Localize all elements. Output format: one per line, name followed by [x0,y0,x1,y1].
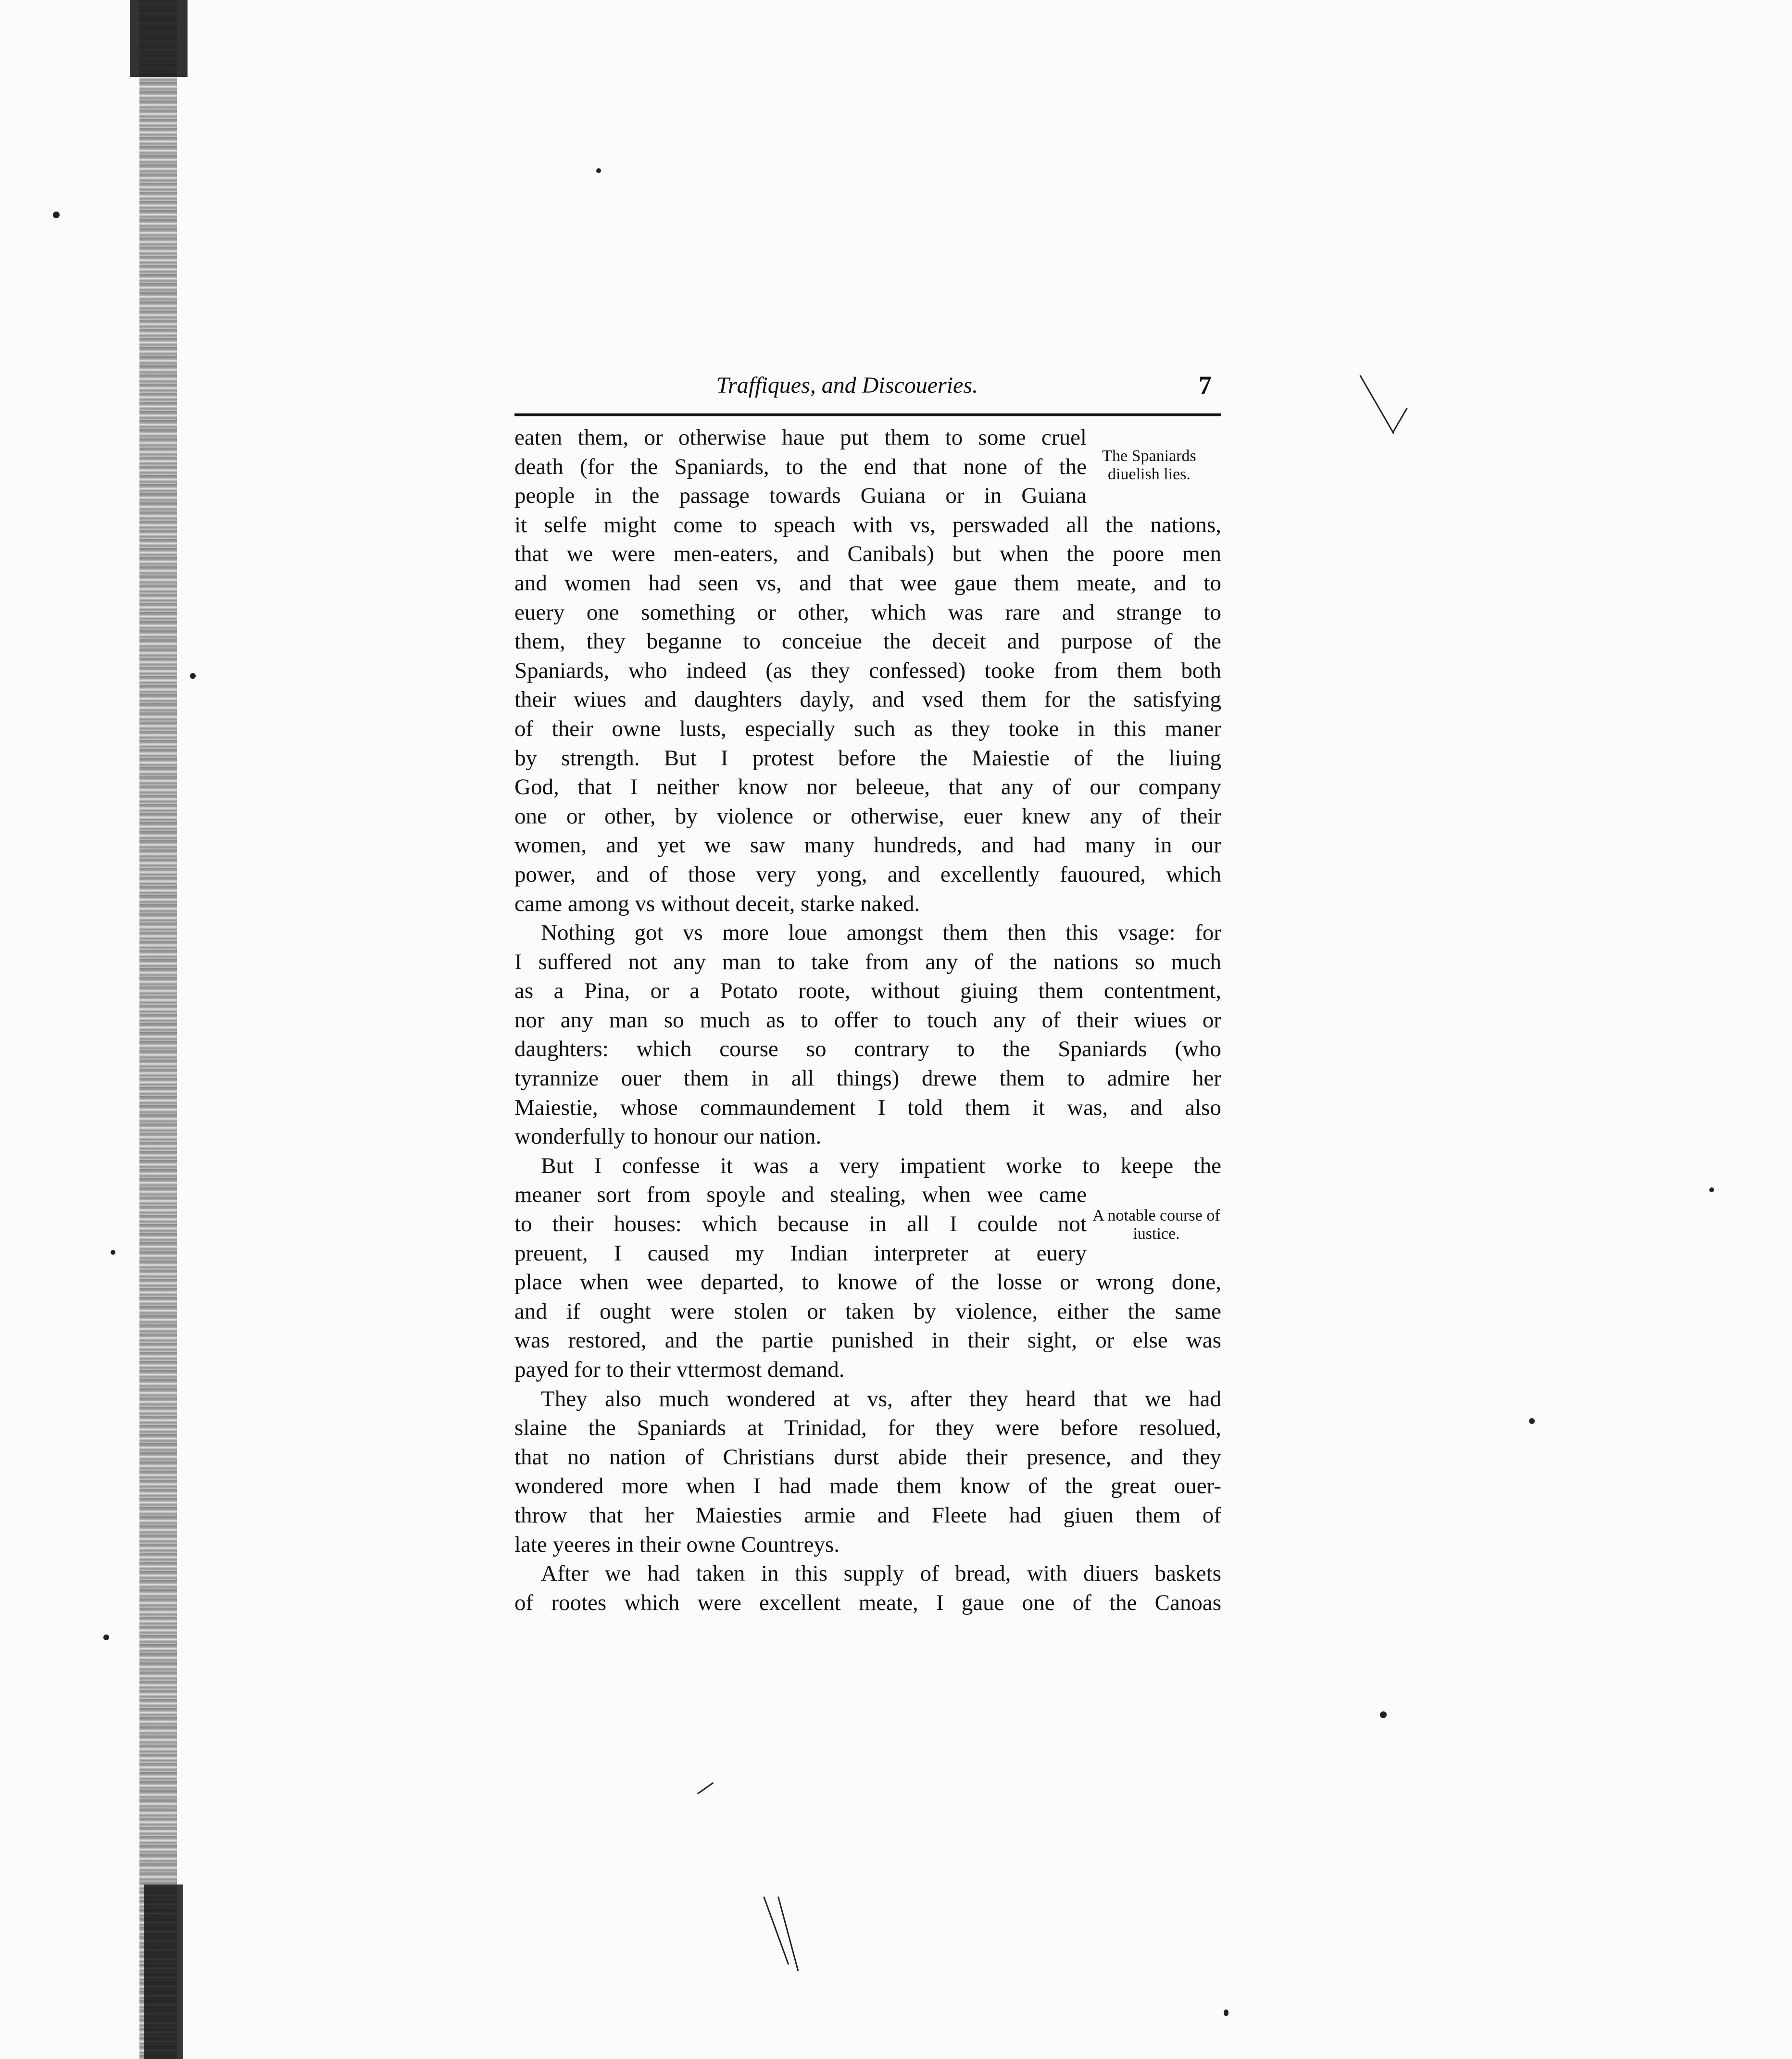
text-line: wondered more when I had made them know of the great ouer- [514,1473,1221,1499]
pencil-mark [1359,375,1394,434]
text-line: Nothing got vs more loue amongst them then this vsage: for [541,920,1221,946]
paragraph [514,423,1221,918]
text-line: daughters: which course so contrary to the Spaniards (who [514,1036,1221,1062]
pencil-mark [763,1897,789,1965]
paragraph [514,918,1221,1151]
text-line: them, they beganne to conceiue the deceit and purpose of the [514,629,1221,654]
text-line: their wiues and daughters dayly, and vsed them for the satisfying [514,687,1221,712]
text-line: After we had taken in this supply of bread, with diuers baskets [541,1561,1221,1586]
scan-speck [1709,1187,1714,1192]
text-line: power, and of those very yong, and excellently fauoured, which [514,861,1221,887]
text-line: meaner sort from spoyle and stealing, when wee came [514,1182,1087,1208]
text-line: that we were men-eaters, and Canibals) but when the poore men [514,541,1221,567]
margin-note: The Spaniards diuelish lies. [1102,447,1196,483]
text-line: euery one something or other, which was rare and strange to [514,599,1221,625]
paragraph [514,1385,1221,1560]
text-line: came among vs without deceit, starke naked. [514,891,920,916]
paragraph [514,1151,1221,1385]
scan-shadow-top [130,0,188,77]
text-line: But I confesse it was a very impatient worke to keepe the [541,1153,1221,1178]
text-line: women, and yet we saw many hundreds, and had many in our [514,833,1221,858]
scan-speck [53,212,60,218]
text-line: people in the passage towards Guiana or in Guiana [514,483,1087,509]
text-line: place when wee departed, to knowe of the losse or wrong done, [514,1270,1221,1295]
text-line: late yeeres in their owne Countreys. [514,1532,840,1557]
text-line: payed for to their vttermost demand. [514,1357,845,1382]
text-line: preuent, I caused my Indian interpreter at euery [514,1240,1087,1266]
text-line: to their houses: which because in all I coulde not [514,1211,1087,1237]
pencil-mark [1392,408,1408,433]
scan-speck [596,168,601,173]
paragraph [514,1559,1221,1617]
pencil-mark [777,1897,799,1971]
running-head: Traffiques, and Discoueries. [716,373,978,398]
scan-shadow-bottom [144,1884,183,2059]
text-line: as a Pina, or a Potato roote, without giuing them contentment, [514,978,1221,1004]
margin-note: A notable course of iustice. [1092,1207,1220,1243]
scan-speck [1380,1711,1387,1718]
text-line: and if ought were stolen or taken by violence, either the same [514,1298,1221,1324]
page-header [514,370,1221,416]
text-line: eaten them, or otherwise haue put them to some cruel [514,425,1087,450]
text-line: that no nation of Christians durst abide their presence, and they [514,1444,1221,1470]
text-line: throw that her Maiesties armie and Fleete had giuen them of [514,1502,1221,1528]
text-line: Maiestie, whose commaundement I told them it was, and also [514,1095,1221,1120]
text-line: I suffered not any man to take from any of the nations so much [514,949,1221,974]
text-line: of their owne lusts, especially such as they tooke in this maner [514,716,1221,741]
text-line: tyrannize ouer them in all things) drewe them to admire her [514,1066,1221,1091]
text-line: it selfe might come to speach with vs, perswaded all the nations, [514,512,1221,537]
book-page [514,370,1221,1617]
text-line: one or other, by violence or otherwise, euer knew any of their [514,803,1221,829]
text-line: They also much wondered at vs, after they heard that we had [541,1386,1221,1411]
text-line: was restored, and the partie punished in their sight, or else was [514,1328,1221,1353]
text-line: of rootes which were excellent meate, I gaue one of the Canoas [514,1590,1221,1615]
text-line: and women had seen vs, and that wee gaue them meate, and to [514,570,1221,596]
pencil-mark [697,1782,714,1794]
text-line: Spaniards, who indeed (as they confessed) tooke from them both [514,658,1221,683]
text-line: death (for the Spaniards, to the end that none of the [514,454,1087,479]
text-line: by strength. But I protest before the Maiestie of the liuing [514,745,1221,771]
text-line: God, that I neither know nor beleeue, that any of our company [514,774,1221,800]
page-number: 7 [1199,371,1212,399]
text-line: nor any man so much as to offer to touch any of their wiues or [514,1007,1221,1033]
scan-binding-edge [139,0,177,2059]
body-text [514,423,1221,1617]
scan-speck [1529,1418,1535,1424]
text-line: slaine the Spaniards at Trinidad, for they were before resolued, [514,1415,1221,1441]
text-line: wonderfully to honour our nation. [514,1124,822,1149]
scan-speck [103,1635,109,1640]
scan-speck [190,673,196,679]
scan-speck [111,1250,115,1255]
scan-speck [1224,2009,1228,2016]
